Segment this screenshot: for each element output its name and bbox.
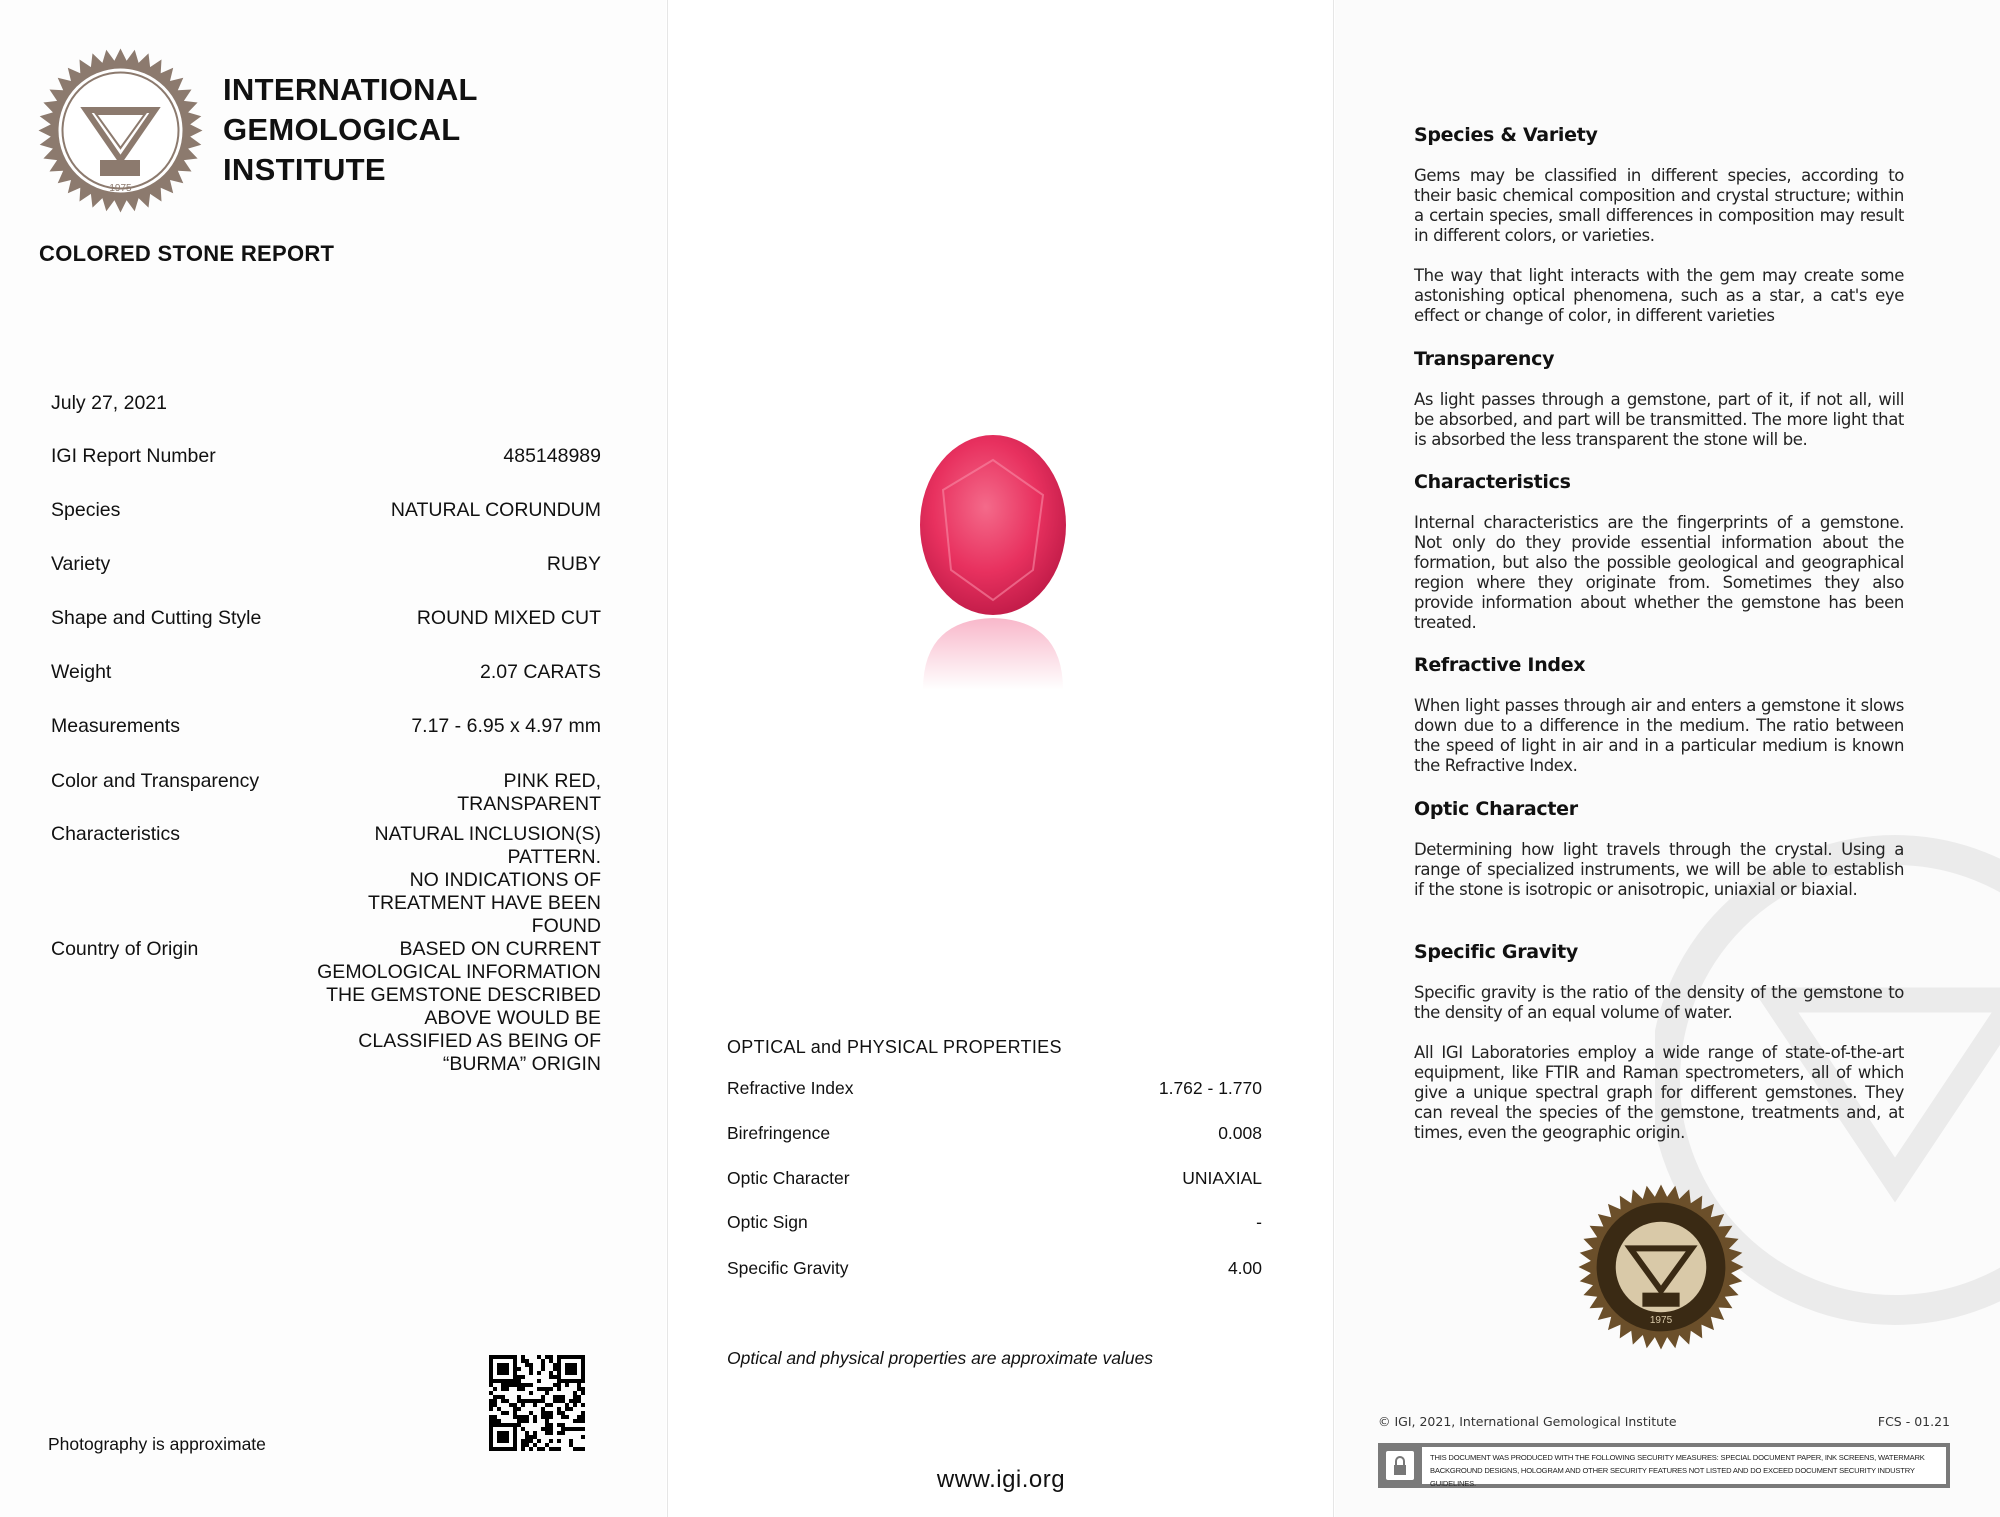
security-notice: THIS DOCUMENT WAS PRODUCED WITH THE FOLLOWING SECURITY MEASURES: SPECIAL DOCUMENT PAPER, INK SCREENS, WATERMARK BACKGROUND DESIGNS, HOLOGRAM AND OTHER SECURITY FEATURES NOT LISTED AND DO EXCEED DOCUMENT SECURITY INDUSTRY GUIDELINES. [1378, 1443, 1950, 1488]
info-section [1414, 941, 1904, 1143]
row-value: PINK RED, TRANSPARENT [457, 770, 601, 815]
svg-text:1975: 1975 [109, 183, 132, 194]
report-title: COLORED STONE REPORT [39, 241, 335, 266]
info-section [1414, 471, 1904, 633]
photo-note: Photography is approximate [48, 1434, 266, 1454]
website-link[interactable]: www.igi.org [936, 1466, 1066, 1493]
property-value: UNIAXIAL [1182, 1168, 1262, 1188]
section-title: Species & Variety [1414, 124, 1598, 146]
gemstone-photo [913, 430, 1073, 700]
approx-note: Optical and physical properties are approximate values [727, 1348, 1154, 1368]
qr-code[interactable] [489, 1355, 585, 1451]
row-label: Characteristics [51, 823, 180, 845]
property-row [727, 1212, 1262, 1233]
section-text: As light passes through a gemstone, part of it, if not all, will be absorbed, and part will be transmitted. The more light that is absorbed the less transparent the stone will be. [1414, 390, 1904, 449]
property-label: Birefringence [727, 1123, 831, 1143]
info-section [1414, 124, 1904, 326]
property-label: Optic Character [727, 1168, 850, 1188]
form-code: FCS - 01.21 [1877, 1414, 1950, 1429]
row-label: Weight [51, 661, 112, 683]
section-title: Specific Gravity [1414, 941, 1578, 963]
row-value: RUBY [546, 553, 601, 575]
row-value: ROUND MIXED CUT [416, 607, 601, 629]
property-label: Refractive Index [727, 1078, 854, 1098]
properties-panel [667, 0, 1334, 1517]
property-row [727, 1123, 1262, 1144]
row-label: Variety [51, 553, 111, 575]
lock-icon [1386, 1451, 1414, 1480]
row-label: Color and Transparency [51, 770, 260, 792]
property-row [727, 1168, 1262, 1189]
svg-text:1975: 1975 [1649, 1314, 1673, 1326]
section-title: Optic Character [1414, 798, 1578, 820]
row-value: NATURAL CORUNDUM [390, 499, 601, 521]
copyright: © IGI, 2021, International Gemological Institute [1378, 1414, 1677, 1429]
property-row [727, 1258, 1262, 1279]
row-label: Shape and Cutting Style [51, 607, 262, 629]
section-text: Gems may be classified in different species, according to their basic chemical composition and crystal structure; within a certain species, small differences in composition may result in different colors, or varieties. [1414, 166, 1904, 245]
row-value: NATURAL INCLUSION(S) PATTERN. NO INDICATIONS OF TREATMENT HAVE BEEN FOUND [368, 823, 601, 937]
igi-logo-seal [38, 48, 203, 213]
row-label: Country of Origin [51, 938, 199, 960]
row-value: 2.07 CARATS [479, 661, 601, 683]
info-section [1414, 798, 1904, 900]
section-text: All IGI Laboratories employ a wide range of state-of-the-art equipment, like FTIR and Raman spectrometers, all of which give a unique spectral graph for different gemstones. They can reveal the species of the gemstone, treatments and, at times, even the geographic origin. [1414, 1043, 1904, 1142]
property-value: 0.008 [1218, 1123, 1262, 1143]
info-section [1414, 654, 1904, 776]
optical-title: OPTICAL and PHYSICAL PROPERTIES [727, 1037, 1062, 1057]
row-value: BASED ON CURRENT GEMOLOGICAL INFORMATION THE GEMSTONE DESCRIBED ABOVE WOULD BE CLASSIFIED AS BEING OF “BURMA” ORIGIN [317, 938, 601, 1075]
report-panel: 1975 INTERNATIONAL GEMOLOGICAL INSTITUTE COLORED STONE REPORT July 27, 2021 IGI Report Number 485148989 Species NATURAL CORUNDUM Variety RUBY Shape and Cutting Style ROUND MIXED CUT Weight 2.07 CARATS Measurements 7.17 - 6.95 x 4.97 mm Color and Transparency PINK RED, TRANSPARENT Characteristics NATURAL INCLUSION(S) PATTERN. NO INDICATIONS OF TREATMENT HAVE BEEN FOUND Country of Origin BASED ON CURRENT GEMOLOGICAL INFORMATION THE GEMSTONE DESCRIBED ABOVE WOULD BE CLASSIFIED AS BEING OF “BURMA” ORIGIN Photography is approximate [0, 0, 666, 1517]
brand-name: INTERNATIONAL GEMOLOGICAL INSTITUTE [223, 72, 478, 187]
row-value: 485148989 [503, 445, 601, 467]
property-label: Specific Gravity [727, 1258, 849, 1278]
section-text: Specific gravity is the ratio of the density of the gemstone to the density of an equal volume of water. [1414, 983, 1904, 1022]
gold-igi-seal [1578, 1184, 1744, 1350]
section-title: Transparency [1414, 348, 1555, 370]
property-label: Optic Sign [727, 1212, 808, 1232]
row-label: Measurements [51, 715, 180, 737]
row-label: Species [51, 499, 121, 521]
section-text: The way that light interacts with the gem may create some astonishing optical phenomena, such as a star, a cat's eye effect or change of color, in different varieties [1414, 266, 1904, 325]
info-section [1414, 348, 1904, 450]
row-value: 7.17 - 6.95 x 4.97 mm [411, 715, 601, 737]
section-title: Characteristics [1414, 471, 1571, 493]
section-title: Refractive Index [1414, 654, 1586, 676]
property-row [727, 1078, 1262, 1099]
section-text: Internal characteristics are the fingerprints of a gemstone. Not only do they provide essential information about the formation, but also the possible geological and geographical region where they originate from. Sometimes they also provide information about whether the gemstone has been treated. [1414, 513, 1904, 632]
section-text: When light passes through air and enters a gemstone it slows down due to a difference in the medium. The ratio between the speed of light in air and in a particular medium is known the Refractive Index. [1414, 696, 1904, 775]
property-value: - [1256, 1212, 1262, 1232]
row-label: IGI Report Number [51, 445, 216, 467]
section-text: Determining how light travels through the crystal. Using a range of specialized instruments, we will be able to establish if the stone is isotropic or anisotropic, uniaxial or biaxial. [1414, 840, 1904, 899]
property-value: 1.762 - 1.770 [1158, 1078, 1262, 1098]
property-value: 4.00 [1227, 1258, 1262, 1278]
